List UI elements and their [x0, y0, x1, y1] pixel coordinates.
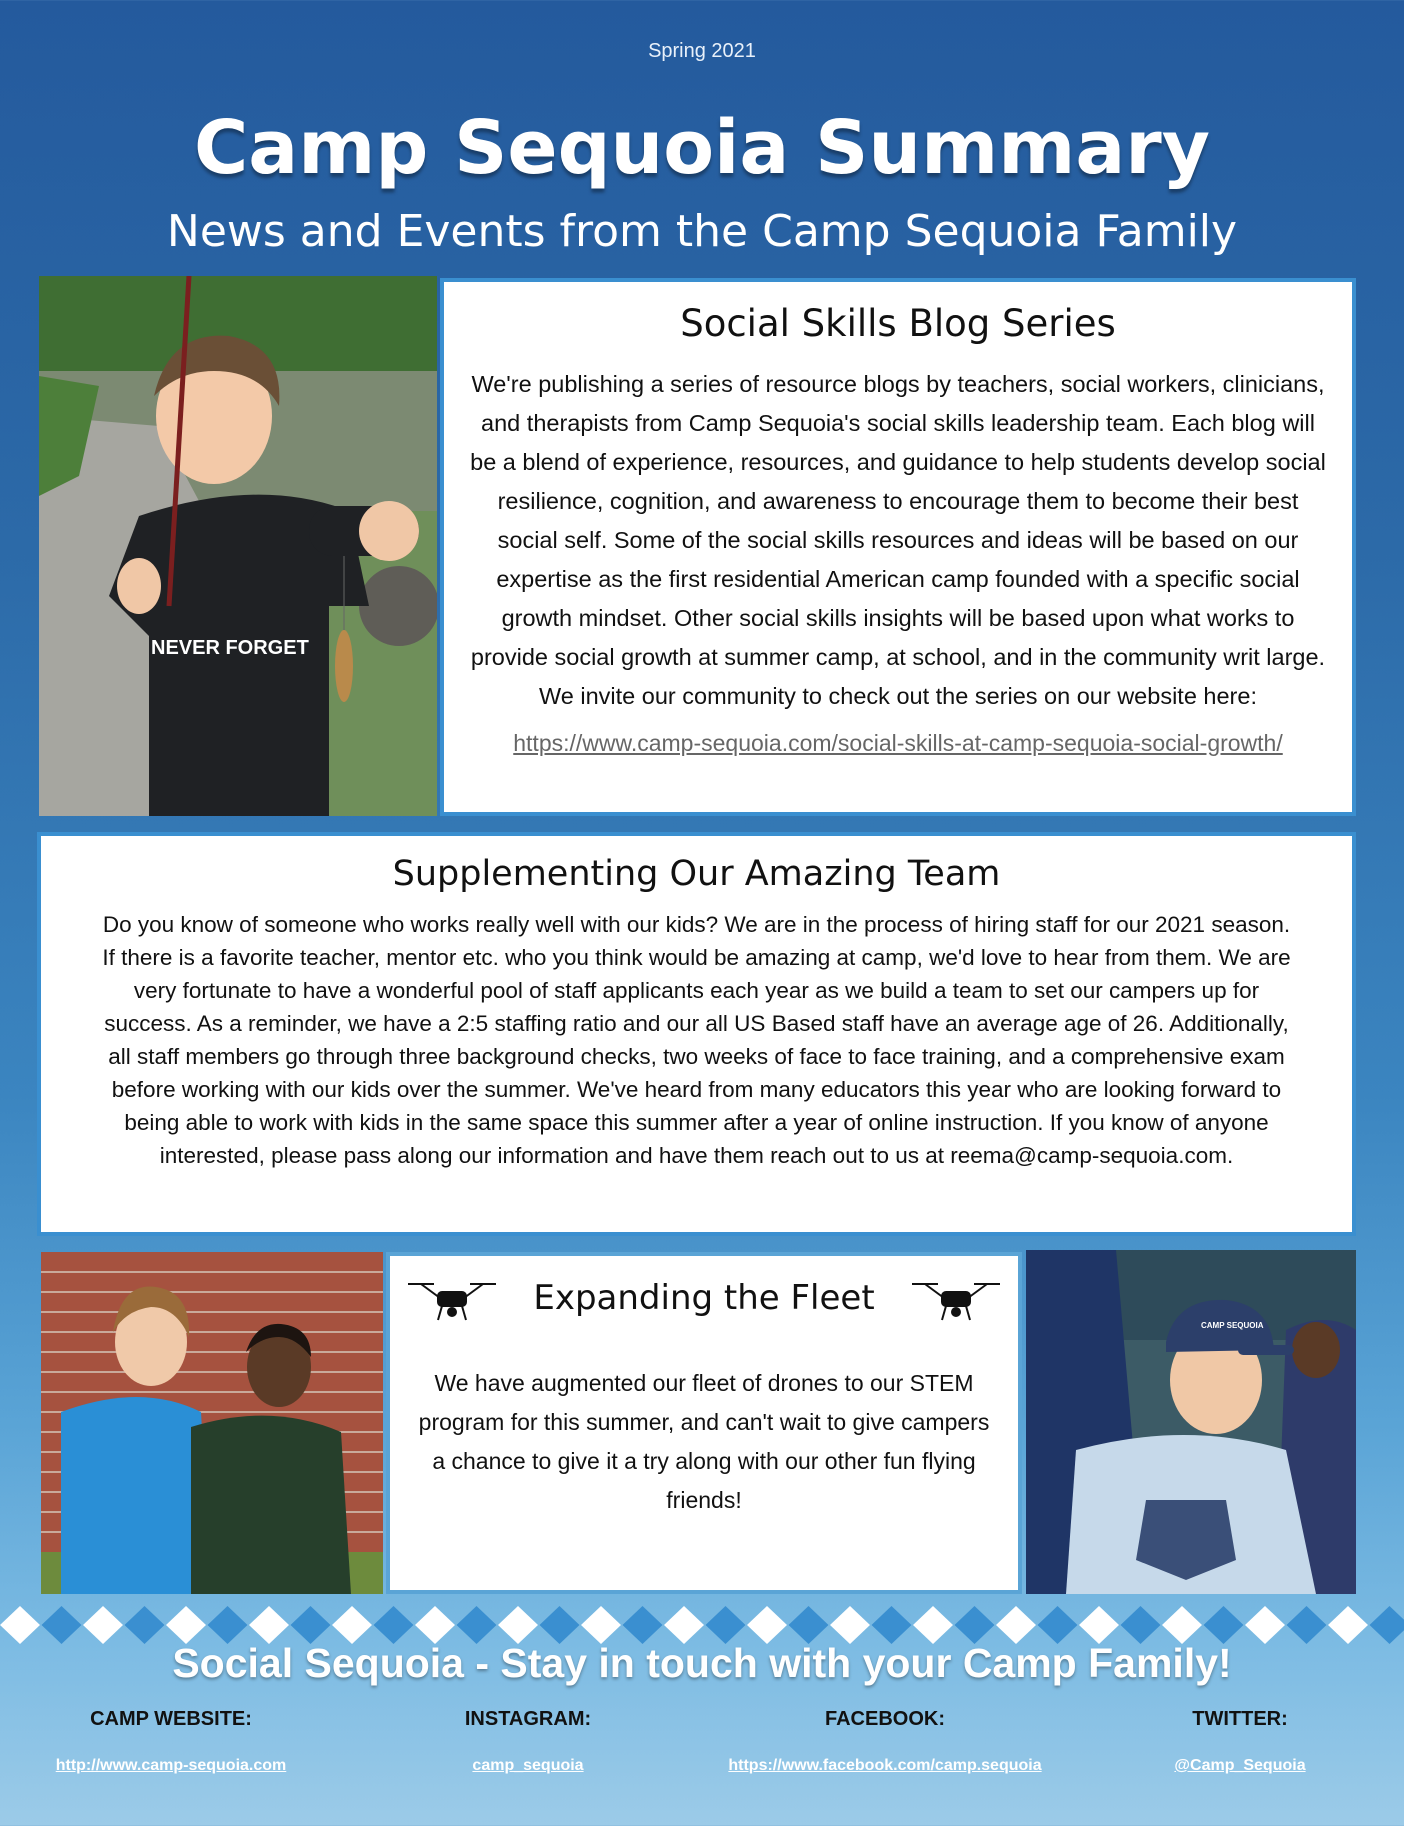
diamond-shape [955, 1606, 995, 1644]
team-line: before working with our kids over the summer. We've heard from many educators this year who are looking forward to [111, 1077, 1282, 1102]
diamond-shape [1328, 1606, 1368, 1644]
blog-series-heading: Social Skills Blog Series [680, 302, 1116, 345]
diamond-shape [0, 1606, 40, 1644]
team-line: success. As a reminder, we have a 2:5 staffing ratio and our all US Based staff have an average age of 26. Additionally, [104, 1011, 1289, 1036]
diamond-shape [1079, 1606, 1119, 1644]
team-line: Do you know of someone who works really well with our kids? We are in the process of hiring staff for our 2021 season. [102, 912, 1291, 937]
team-line: being able to work with kids in the same space this summer after a year of online instruction. If you know of anyone [124, 1110, 1269, 1135]
diamond-shape [1121, 1606, 1161, 1644]
diamond-shape [540, 1606, 580, 1644]
footer-column-instagram [363, 1708, 693, 1775]
footer-column-website [6, 1708, 336, 1775]
diamond-shape [1038, 1606, 1078, 1644]
diamond-shape [830, 1606, 870, 1644]
diamond-shape [872, 1606, 912, 1644]
blog-line: expertise as the first residential American camp founded with a specific social [496, 566, 1300, 592]
diamond-shape [125, 1606, 165, 1644]
twitter-link[interactable]: @Camp_Sequoia [1174, 1757, 1306, 1774]
team-card [37, 832, 1356, 1236]
blog-line: be a blend of experience, resources, and guidance to help students develop social [470, 449, 1326, 475]
blog-line: social self. Some of the social skills resources and ideas will be based on our [497, 527, 1299, 553]
social-title: Social Sequoia - Stay in touch with your Camp Family! [172, 1640, 1232, 1686]
team-line: interested, please pass along our information and have them reach out to us at reema@camp-sequoia.com. [159, 1143, 1234, 1168]
website-link[interactable]: http://www.camp-sequoia.com [55, 1757, 287, 1774]
diamond-shape [166, 1606, 206, 1644]
diamond-shape [83, 1606, 123, 1644]
footer-column-facebook [720, 1708, 1050, 1775]
shirt-text: NEVER FORGET [151, 637, 309, 659]
diamond-shape [332, 1606, 372, 1644]
blog-line: We invite our community to check out the series on our website here: [539, 683, 1257, 709]
footer-label: TWITTER: [1192, 1708, 1288, 1730]
blog-line: resilience, cognition, and awareness to encourage them to become their best [497, 488, 1299, 514]
diamond-shape [581, 1606, 621, 1644]
diamond-shape [374, 1606, 414, 1644]
diamond-shape [623, 1606, 663, 1644]
photo-boy-fishing [39, 276, 437, 816]
fleet-line: program for this summer, and can't wait to give campers [418, 1409, 990, 1435]
fleet-card [386, 1252, 1022, 1594]
newsletter-subtitle: News and Events from the Camp Sequoia Family [166, 206, 1238, 257]
footer-label: CAMP WEBSITE: [90, 1708, 252, 1730]
facebook-link[interactable]: https://www.facebook.com/camp.sequoia [728, 1757, 1042, 1774]
blog-line: growth mindset. Other social skills insights will be based upon what works to [501, 605, 1295, 631]
diamond-shape [498, 1606, 538, 1644]
cap-text: CAMP SEQUOIA [1201, 1321, 1264, 1330]
blog-line: provide social growth at summer camp, at school, and in the community writ large. [470, 644, 1326, 670]
diamond-shape [249, 1606, 289, 1644]
diamond-shape [42, 1606, 82, 1644]
team-body [51, 908, 1342, 1172]
footer-label: FACEBOOK: [825, 1708, 945, 1730]
diamond-shape [706, 1606, 746, 1644]
team-line: very fortunate to have a wonderful pool of staff applicants each year as we build a team to set our campers up for [133, 978, 1260, 1003]
blog-series-link[interactable]: https://www.camp-sequoia.com/social-skills-at-camp-sequoia-social-growth/ [513, 730, 1283, 756]
team-heading: Supplementing Our Amazing Team [392, 854, 1001, 894]
diamond-shape [1245, 1606, 1285, 1644]
diamond-shape [664, 1606, 704, 1644]
diamond-shape [747, 1606, 787, 1644]
fleet-line: We have augmented our fleet of drones to our STEM [434, 1370, 974, 1396]
diamond-shape [457, 1606, 497, 1644]
blog-line: We're publishing a series of resource blogs by teachers, social workers, clinicians, [471, 371, 1325, 397]
fleet-heading: Expanding the Fleet [533, 1278, 875, 1318]
drone-icon [908, 1274, 1004, 1326]
footer-column-twitter [1075, 1708, 1404, 1775]
blog-line: and therapists from Camp Sequoia's social skills leadership team. Each blog will [481, 410, 1315, 436]
photo-boy-cap [1026, 1250, 1356, 1594]
photo-two-campers [41, 1252, 383, 1594]
diamond-shape [1162, 1606, 1202, 1644]
team-line: If there is a favorite teacher, mentor etc. who you think would be amazing at camp, we'd love to hear from them. We are [102, 945, 1291, 970]
diamond-shape [1370, 1606, 1404, 1644]
diamond-shape [996, 1606, 1036, 1644]
diamond-shape [208, 1606, 248, 1644]
diamond-shape [291, 1606, 331, 1644]
diamond-shape [1204, 1606, 1244, 1644]
diamond-shape [415, 1606, 455, 1644]
season-label: Spring 2021 [648, 40, 756, 62]
instagram-link[interactable]: camp_sequoia [472, 1757, 584, 1774]
diamond-shape [1287, 1606, 1327, 1644]
blog-series-body [452, 365, 1344, 716]
drone-icon [404, 1274, 500, 1326]
blog-series-card [440, 278, 1356, 816]
newsletter-title: Camp Sequoia Summary [194, 105, 1210, 191]
diamond-shape [789, 1606, 829, 1644]
fleet-body [396, 1364, 1012, 1520]
fleet-line: a chance to give it a try along with our other fun flying [432, 1448, 976, 1474]
footer-label: INSTAGRAM: [464, 1708, 592, 1730]
fleet-line: friends! [666, 1487, 742, 1513]
team-line: all staff members go through three background checks, two weeks of face to face training, and a comprehensive exam [108, 1044, 1285, 1069]
diamond-shape [913, 1606, 953, 1644]
